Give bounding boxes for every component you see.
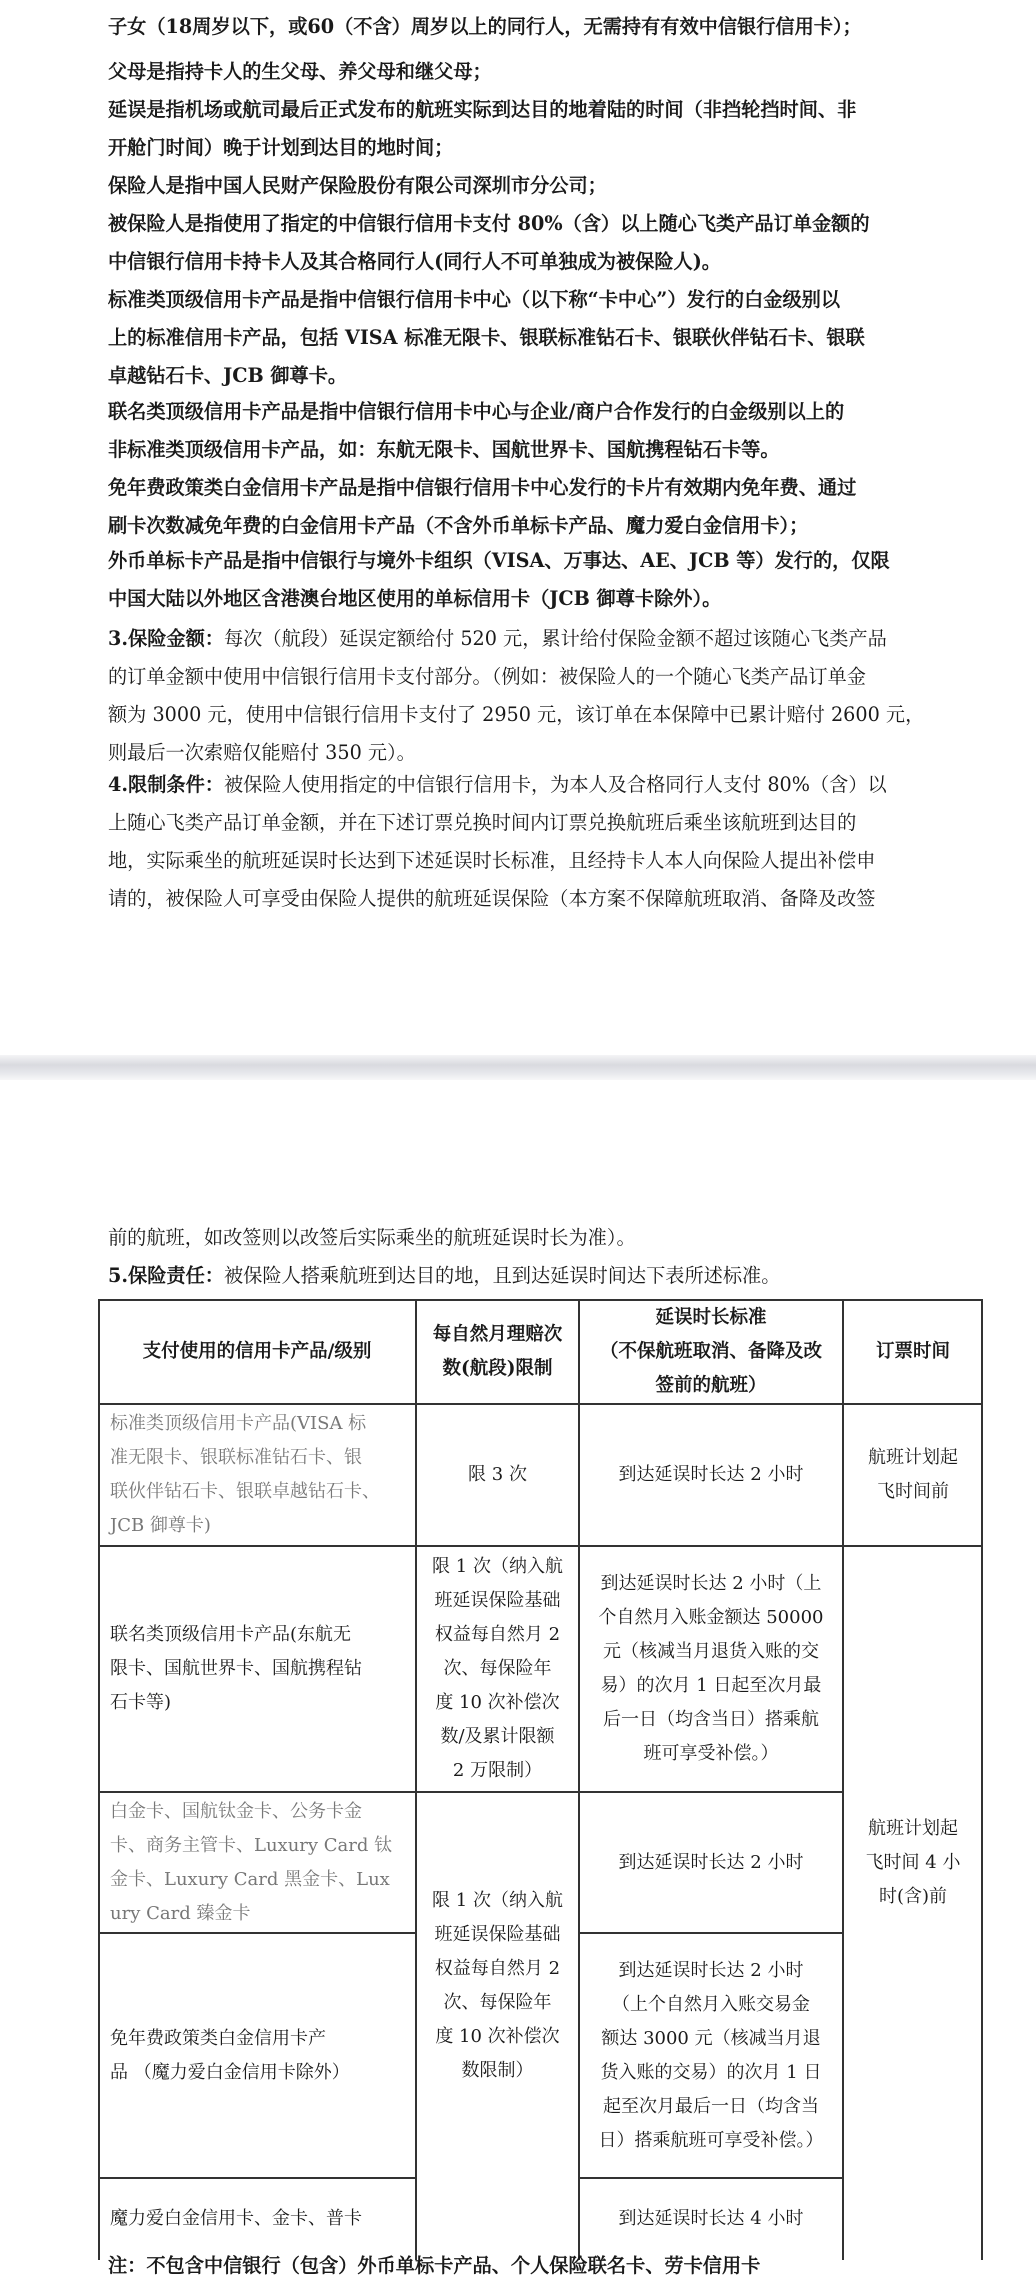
row4-delay-standard: 到达延误时长达 2 小时 （上个自然月入账交易金 额达 3000 元（核减当月退 货入账的交易）的次月 1 日 起至次月最后一日（均含当 日）搭乘航班可享受补偿。） [598,1959,824,2151]
row1-card-type: 标准类顶级信用卡产品(VISA 标 准无限卡、银联标准钻石卡、银 联伙伴钻石卡、银联卓越钻石卡、 JCB 御尊卡) [110,1413,380,1536]
rows3to5-claim-limit: 限 1 次（纳入航 班延误保险基础 权益每自然月 2 次、每保险年 度 10 次补偿次 数限制） [432,1890,563,2081]
page-separator [0,1055,1036,1080]
row5-card-type: 魔力爱白金信用卡、金卡、普卡 [110,2208,362,2229]
cut-off-note: 注：不包含中信银行（包含）外币单标卡产品、个人保险联名卡、劳卡信用卡 [108,2254,761,2277]
insurance-amount-label: 3.保险金额： [108,627,224,650]
table-border [981,1299,983,2260]
row1-booking-time: 航班计划起 飞时间前 [868,1447,958,1502]
table-border [98,1299,983,1301]
cobrand-card-definition: 联名类顶级信用卡产品是指中信银行信用卡中心与企业/商户合作发行的白金级别以上的 非标准类顶级信用卡产品，如：东航无限卡、国航世界卡、国航携程钻石卡等。 [108,400,845,461]
insurance-amount-section: 3.保险金额：每次（航段）延误定额给付 520 元，累计给付保险金额不超过该随心飞类产品 的订单金额中使用中信银行信用卡支付部分。（例如：被保险人的一个随心飞类产品订单金 额为 3000 元，使用中信银行信用卡支付了 2950 元，该订单在本保障中已累计赔付 2600 元， 则最后一次索赔仅能赔付 350 元）。 [108,627,925,764]
table-rule [579,1932,843,1934]
coverage-table [98,1299,983,2260]
header-claim-limit: 每自然月理赔次 数(航段)限制 [432,1323,563,1379]
responsibility-label: 5.保险责任： [108,1264,224,1287]
row3-delay-standard: 到达延误时长达 2 小时 [618,1851,804,1873]
standard-card-definition: 标准类顶级信用卡产品是指中信银行信用卡中心（以下称“卡中心”）发行的白金级别以 上的标准信用卡产品，包括 VISA 标准无限卡、银联标准钻石卡、银联伙伴钻石卡、银联 卓越钻石卡、JCB 御尊卡。 [108,288,865,387]
insurer-definition: 保险人是指中国人民财产保险股份有限公司深圳市分公司； [108,174,607,197]
row3-card-type: 白金卡、国航钛金卡、公务卡金 卡、商务主管卡、Luxury Card 钛 金卡、Luxury Card 黑金卡、Lux ury Card 臻金卡 [110,1800,393,1924]
row2-claim-limit: 限 1 次（纳入航 班延误保险基础 权益每自然月 2 次、每保险年 度 10 次补偿次 数/及累计限额 2 万限制） [432,1556,563,1781]
header-delay-standard: 延误时长标准 （不保航班取消、备降及改 签前的航班） [599,1306,822,1396]
restriction-section: 4.限制条件：被保险人使用指定的中信银行信用卡，为本人及合格同行人支付 80%（含）以 上随心飞类产品订单金额，并在下述订票兑换时间内订票兑换航班后乘坐该航班到达目的 地，实际乘坐的航班延误时长达到下述延误时长标准，且经持卡人本人向保险人提出补偿申 请的，被保险人可享受由保险人提供的航班延误保险（本方案不保障航班取消、备降及改签 [108,773,887,910]
table-rule [98,2177,416,2179]
parents-definition: 父母是指持卡人的生父母、养父母和继父母； [108,60,492,83]
cut-off-line: 子女（18周岁以下，或60（不含）周岁以上的同行人，无需持有有效中信银行信用卡）； [108,15,862,38]
table-rule [579,2177,843,2179]
rows2to5-booking-time: 航班计划起 飞时间 4 小 时(含)前 [865,1818,961,1907]
row1-delay-standard: 到达延误时长达 2 小时 [618,1464,804,1485]
responsibility-section: 5.保险责任：被保险人搭乘航班到达目的地，且到达延误时间达下表所述标准。 [108,1264,781,1287]
restriction-label: 4.限制条件： [108,773,224,796]
row2-card-type: 联名类顶级信用卡产品(东航无 限卡、国航世界卡、国航携程钻 石卡等) [110,1624,362,1713]
row2-delay-standard: 到达延误时长达 2 小时（上 个自然月入账金额达 50000 元（核减当月退货入账的交 易）的次月 1 日起至次月最 后一日（均含当日）搭乘航 班可享受补偿。） [598,1573,824,1764]
table-rule [415,1299,417,2260]
table-border [98,1299,100,2260]
fee-waiver-card-definition: 免年费政策类白金信用卡产品是指中信银行信用卡中心发行的卡片有效期内免年费、通过 刷卡次数减免年费的白金信用卡产品（不含外币单标卡产品、魔力爱白金信用卡）； [108,476,857,537]
document-page-1 [0,0,1036,1055]
delay-definition: 延误是指机场或航司最后正式发布的航班实际到达目的地着陆的时间（非挡轮挡时间、非 开舱门时间）晚于计划到达目的地时间； [108,98,857,159]
table-rule [98,1932,416,1934]
table-rule [98,1403,983,1405]
insured-definition: 被保险人是指使用了指定的中信银行信用卡支付 80%（含）以上随心飞类产品订单金额的 中信银行信用卡持卡人及其合格同行人(同行人不可单独成为被保险人)。 [108,212,870,273]
header-card-type: 支付使用的信用卡产品/级别 [142,1340,372,1362]
row5-delay-standard: 到达延误时长达 4 小时 [618,2208,804,2229]
row4-card-type: 免年费政策类白金信用卡产 品 （魔力爱白金信用卡除外） [110,2027,350,2083]
table-rule [98,1545,983,1547]
row1-claim-limit: 限 3 次 [468,1464,527,1485]
foreign-card-definition: 外币单标卡产品是指中信银行与境外卡组织（VISA、万事达、AE、JCB 等）发行的，仅限 中国大陆以外地区含港澳台地区使用的单标信用卡（JCB 御尊卡除外）。 [108,549,890,610]
header-booking-time: 订票时间 [875,1340,950,1362]
table-rule [98,1791,843,1793]
table-rule [578,1299,580,2260]
table-rule [842,1299,844,2260]
continued-line: 前的航班，如改签则以改签后实际乘坐的航班延误时长为准）。 [108,1226,636,1249]
